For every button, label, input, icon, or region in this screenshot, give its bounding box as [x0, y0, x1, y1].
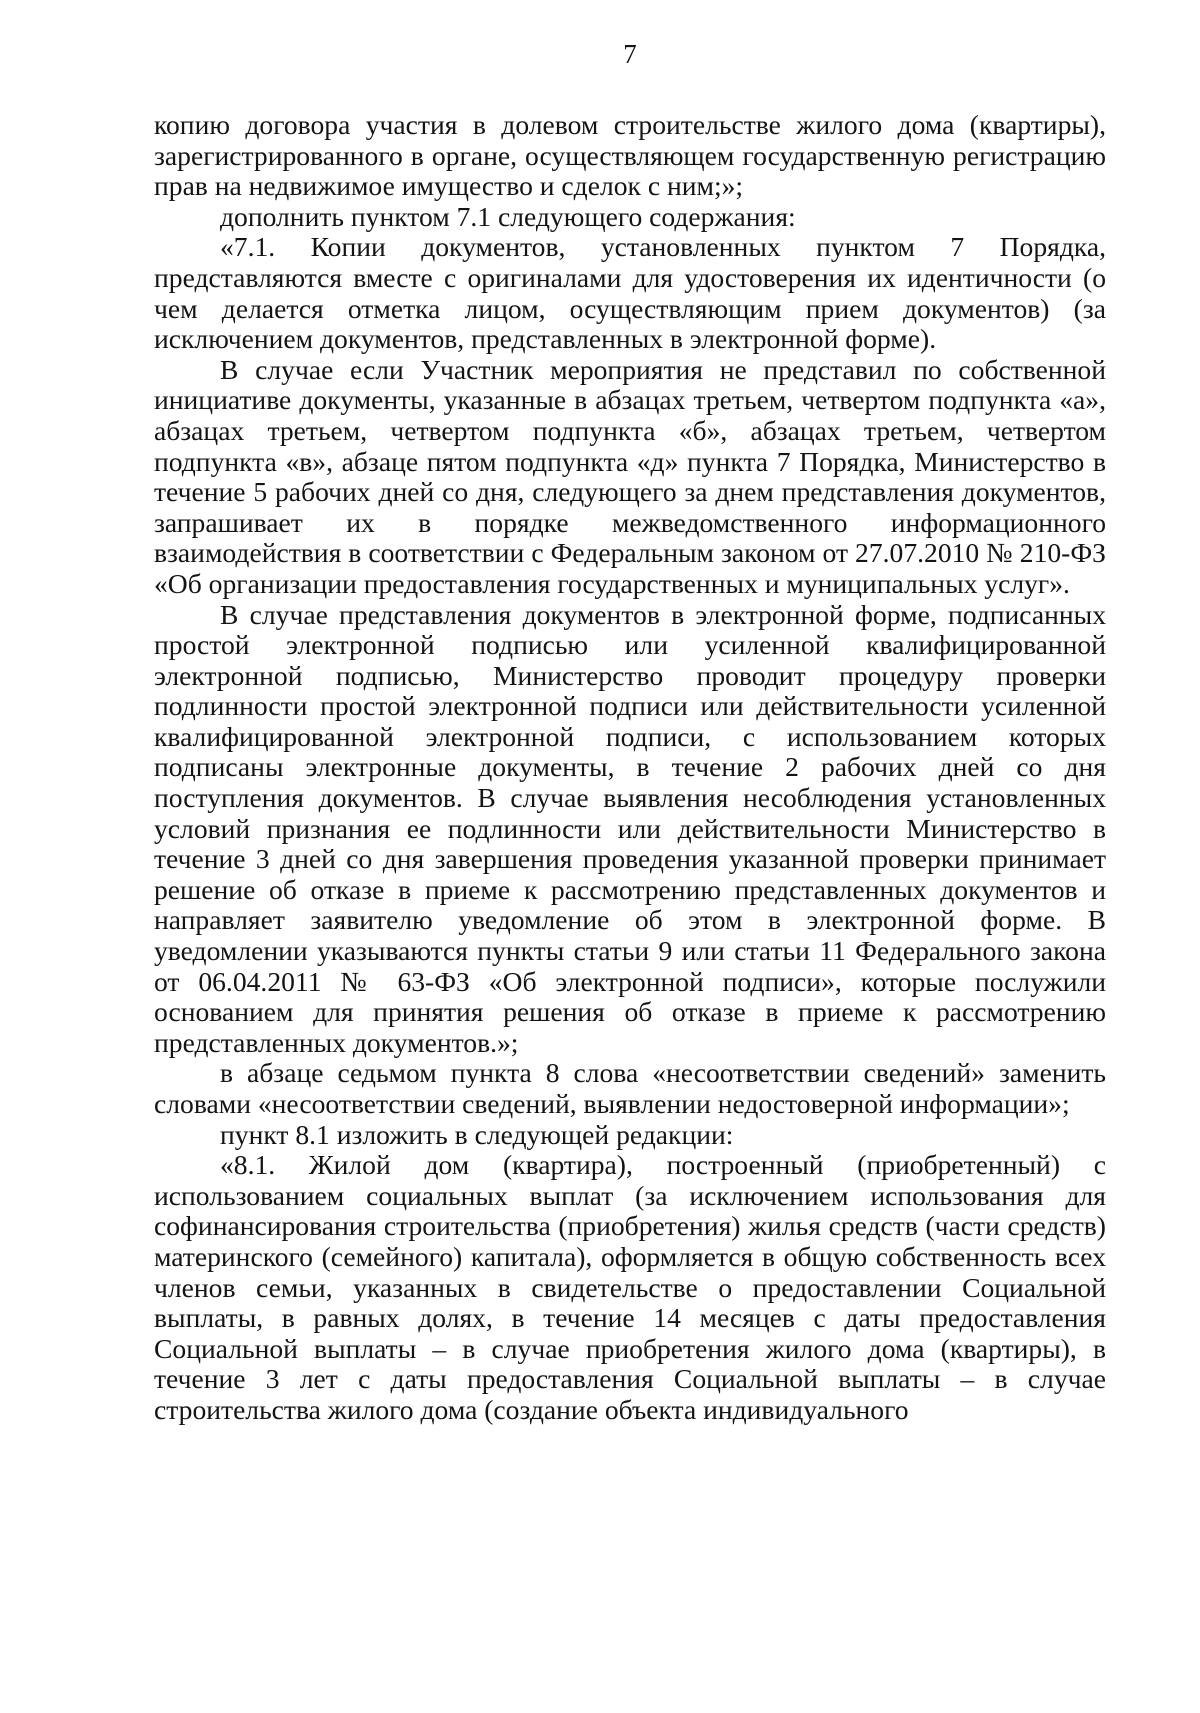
document-body: [154, 110, 1106, 1426]
paragraph-contract-copy: копию договора участия в долевом строительстве жилого дома (квартиры), зарегистрированного в органе, осуществляющем государственную регистрацию прав на недвижимое имущество и сделок с ним;»;: [154, 109, 1106, 202]
paragraph-add-point-7-1: дополнить пунктом 7.1 следующего содержания:: [220, 200, 796, 232]
page-number: 7: [623, 39, 637, 69]
paragraph-interagency-request: В случае если Участник мероприятия не представил по собственной инициативе документы, указанные в абзацах третьем, четвертом подпункта «а», абзацах третьем, четвертом подпункта «б», абзацах третьем, четвертом подпункта «в», абзаце пятом подпункта «д» пункта 7 Порядка, Министерство в течение 5 рабочих дней со дня, следующего за днем представления документов, запрашивает их в порядке межведомственного информационного взаимодействия в соответствии с Федеральным законом от 27.07.2010 № 210-ФЗ «Об организации предоставления государственных и муниципальных услуг».: [154, 353, 1106, 599]
paragraph-point-7-1: «7.1. Копии документов, установленных пунктом 7 Порядка, представляются вместе с оригиналами для удостоверения их идентичности (о чем делается отметка лицом, осуществляющим прием документов) (за исключением документов, представленных в электронной форме).: [154, 231, 1106, 355]
paragraph-point-8-1-intro: пункт 8.1 изложить в следующей редакции:: [220, 1118, 734, 1150]
paragraph-point-8-amendment: в абзаце седьмом пункта 8 слова «несоответствии сведений» заменить словами «несоответствии сведений, выявлении недостоверной информации»;: [154, 1057, 1106, 1119]
paragraph-point-8-1: «8.1. Жилой дом (квартира), построенный (приобретенный) с использованием социальных выплат (за исключением использования для софинансирования строительства (приобретения) жилья средств (части средств) материнского (семейного) капитала), оформляется в общую собственность всех членов семьи, указанных в свидетельстве о предоставлении Социальной выплаты, в равных долях, в течение 14 месяцев с даты предоставления Социальной выплаты – в случае приобретения жилого дома (квартиры), в течение 3 лет с даты предоставления Социальной выплаты – в случае строительства жилого дома (создание объекта индивидуального: [154, 1149, 1106, 1425]
paragraph-electronic-signature-check: В случае представления документов в электронной форме, подписанных простой электронной подписью или усиленной квалифицированной электронной подписью, Министерство проводит процедуру проверки подлинности простой электронной подписи или действительности усиленной квалифицированной электронной подписи, с использованием которых подписаны электронные документы, в течение 2 рабочих дней со дня поступления документов. В случае выявления несоблюдения установленных условий признания ее подлинности или действительности Министерство в течение 3 дней со дня завершения проведения указанной проверки принимает решение об отказе в приеме к рассмотрению представленных документов и направляет заявителю уведомление об этом в электронной форме. В уведомлении указываются пункты статьи 9 или статьи 11 Федерального закона от 06.04.2011 № 63-ФЗ «Об электронной подписи», которые послужили основанием для принятия решения об отказе в приеме к рассмотрению представленных документов.»;: [154, 598, 1106, 1058]
